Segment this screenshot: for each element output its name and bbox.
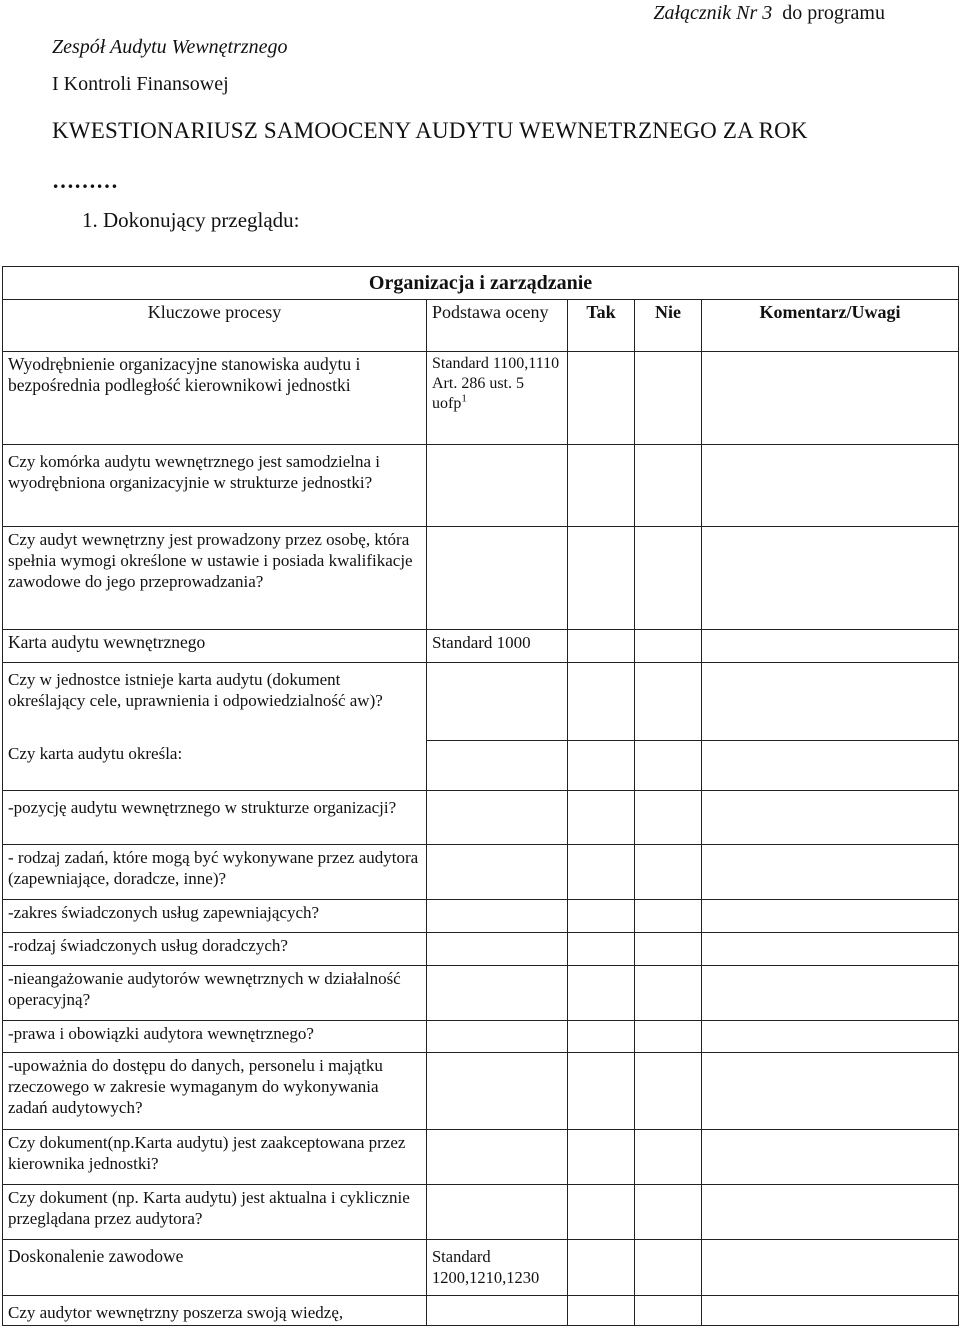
question: Czy audyt wewnętrzny jest prowadzony przez osobę, która spełnia wymogi określone w ustawie i posiada kwalifikacje zawodowe do jego przeprowadzania? (3, 527, 427, 630)
table-row (3, 966, 959, 1021)
basis-cell (427, 1185, 568, 1240)
answer-yes[interactable] (568, 352, 635, 445)
annex-program: do programu (782, 2, 885, 24)
answer-no[interactable] (635, 1185, 702, 1240)
comment-cell[interactable] (702, 445, 959, 527)
comment-cell[interactable] (702, 630, 959, 663)
answer-yes[interactable] (568, 845, 635, 900)
table-row (3, 845, 959, 900)
comment-cell[interactable] (702, 1296, 959, 1326)
reviewer-label: 1. Dokonujący przeglądu: (82, 208, 300, 232)
comment-cell[interactable] (702, 663, 959, 741)
basis-cell (427, 791, 568, 845)
answer-yes[interactable] (568, 791, 635, 845)
question: Czy dokument(np.Karta audytu) jest zaakceptowana przez kierownika jednostki? (3, 1130, 427, 1185)
process-title: Wyodrębnienie organizacyjne stanowiska audytu i bezpośrednia podległość kierownikowi jednostki (3, 352, 427, 445)
comment-cell[interactable] (702, 791, 959, 845)
basis-cell (427, 445, 568, 527)
table-row (3, 1240, 959, 1296)
comment-cell[interactable] (702, 1053, 959, 1130)
answer-yes[interactable] (568, 900, 635, 933)
question: Czy dokument (np. Karta audytu) jest aktualna i cyklicznie przeglądana przez audytora? (3, 1185, 427, 1240)
process-title: Karta audytu wewnętrznego (3, 630, 427, 663)
col-comment-header: Komentarz/Uwagi (702, 300, 959, 352)
col-process-header: Kluczowe procesy (3, 300, 427, 352)
basis-law: Art. 286 ust. 5 uofp (432, 375, 524, 412)
annex-number: Załącznik Nr 3 (653, 2, 773, 24)
question: Czy komórka audytu wewnętrznego jest samodzielna i wyodrębniona organizacyjnie w strukturze jednostki? (3, 445, 427, 527)
comment-cell[interactable] (702, 933, 959, 966)
year-placeholder: ……… (52, 168, 118, 193)
answer-no[interactable] (635, 445, 702, 527)
answer-yes[interactable] (568, 663, 635, 741)
question: -nieangażowanie audytorów wewnętrznych w działalność operacyjną? (3, 966, 427, 1021)
basis-cell (427, 1296, 568, 1326)
basis-cell (427, 845, 568, 900)
comment-cell[interactable] (702, 1130, 959, 1185)
question: -prawa i obowiązki audytora wewnętrznego? (3, 1021, 427, 1053)
answer-no[interactable] (635, 791, 702, 845)
question: -upoważnia do dostępu do danych, personelu i majątku rzeczowego w zakresie wymaganym do wykonywania zadań audytowych? (3, 1053, 427, 1130)
answer-no[interactable] (635, 527, 702, 630)
basis-cell: Standard 1200,1210,1230 (427, 1240, 568, 1296)
table-row (3, 900, 959, 933)
org-unit-line2: I Kontroli Finansowej (52, 73, 229, 95)
answer-yes[interactable] (568, 1021, 635, 1053)
question: -pozycję audytu wewnętrznego w strukturze organizacji? (3, 791, 427, 845)
table-row (3, 663, 959, 741)
basis-standard: Standard 1100,1110 (432, 355, 560, 372)
table-row (3, 1053, 959, 1130)
basis-cell (427, 1130, 568, 1185)
answer-no[interactable] (635, 1130, 702, 1185)
section-title: Organizacja i zarządzanie (3, 267, 959, 300)
answer-no[interactable] (635, 966, 702, 1021)
comment-cell[interactable] (702, 1240, 959, 1296)
comment-cell[interactable] (702, 527, 959, 630)
table-row (3, 1185, 959, 1240)
table-row (3, 630, 959, 663)
answer-no[interactable] (635, 1053, 702, 1130)
answer-yes[interactable] (568, 1185, 635, 1240)
comment-cell[interactable] (702, 845, 959, 900)
answer-yes[interactable] (568, 1053, 635, 1130)
answer-yes[interactable] (568, 1240, 635, 1296)
basis-cell (427, 1053, 568, 1130)
question: Czy karta audytu określa: (3, 741, 427, 791)
answer-no[interactable] (635, 845, 702, 900)
basis-cell (427, 1021, 568, 1053)
comment-cell[interactable] (702, 900, 959, 933)
question: Czy audytor wewnętrzny poszerza swoją wiedzę, (3, 1296, 427, 1326)
section-header-row (3, 267, 959, 300)
process-title: Doskonalenie zawodowe (3, 1240, 427, 1296)
annex-label (653, 2, 885, 25)
answer-yes[interactable] (568, 741, 635, 791)
answer-no[interactable] (635, 933, 702, 966)
comment-cell[interactable] (702, 741, 959, 791)
table-row (3, 1130, 959, 1185)
basis-cell (427, 527, 568, 630)
question: Czy w jednostce istnieje karta audytu (dokument określający cele, uprawnienia i odpowiedzialność aw)? (3, 663, 427, 741)
comment-cell[interactable] (702, 352, 959, 445)
table-row (3, 1296, 959, 1326)
answer-no[interactable] (635, 352, 702, 445)
basis-cell (427, 933, 568, 966)
answer-no[interactable] (635, 663, 702, 741)
comment-cell[interactable] (702, 1021, 959, 1053)
table-row (3, 445, 959, 527)
question: -rodzaj świadczonych usług doradczych? (3, 933, 427, 966)
basis-cell (427, 966, 568, 1021)
answer-yes[interactable] (568, 933, 635, 966)
comment-cell[interactable] (702, 1185, 959, 1240)
answer-no[interactable] (635, 1021, 702, 1053)
org-unit-line1: Zespół Audytu Wewnętrznego (52, 36, 288, 58)
question: - rodzaj zadań, które mogą być wykonywane przez audytora (zapewniające, doradcze, inne)? (3, 845, 427, 900)
col-basis-header: Podstawa oceny (427, 300, 568, 352)
answer-yes[interactable] (568, 445, 635, 527)
answer-yes[interactable] (568, 527, 635, 630)
column-header-row (3, 300, 959, 352)
answer-no[interactable] (635, 1296, 702, 1326)
answer-yes[interactable] (568, 630, 635, 663)
col-yes-header: Tak (568, 300, 635, 352)
basis-cell (427, 900, 568, 933)
col-no-header: Nie (635, 300, 702, 352)
questionnaire-table (2, 266, 959, 1326)
table-row (3, 352, 959, 445)
comment-cell[interactable] (702, 966, 959, 1021)
basis-cell: Standard 1000 (427, 630, 568, 663)
table-row (3, 1021, 959, 1053)
document-title: KWESTIONARIUSZ SAMOOCENY AUDYTU WEWNETRZNEGO ZA ROK (52, 118, 808, 143)
basis-cell (427, 352, 568, 445)
answer-no[interactable] (635, 630, 702, 663)
footnote-marker: 1 (461, 392, 467, 405)
answer-no[interactable] (635, 741, 702, 791)
question: -zakres świadczonych usług zapewniających? (3, 900, 427, 933)
answer-no[interactable] (635, 900, 702, 933)
answer-yes[interactable] (568, 966, 635, 1021)
basis-cell (427, 741, 568, 791)
table-row (3, 933, 959, 966)
table-row (3, 527, 959, 630)
answer-yes[interactable] (568, 1130, 635, 1185)
answer-yes[interactable] (568, 1296, 635, 1326)
basis-cell (427, 663, 568, 741)
table-row (3, 791, 959, 845)
answer-no[interactable] (635, 1240, 702, 1296)
table-row (3, 741, 959, 791)
